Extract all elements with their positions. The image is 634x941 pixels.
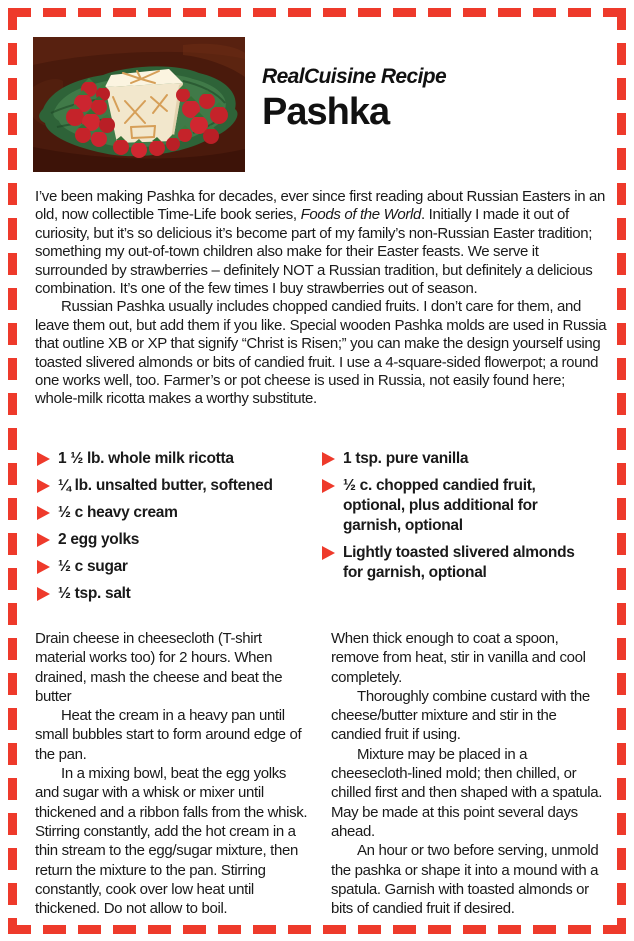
book-title-italic: Foods of the World — [300, 206, 422, 224]
ingredients-section — [35, 449, 610, 611]
ingredient-item — [320, 449, 610, 469]
brand-line: RealCuisine Recipe — [262, 65, 447, 88]
header — [262, 64, 446, 133]
recipe-photo — [33, 37, 245, 172]
instruction-paragraph: An hour or two before serving, unmold the pashka or shape it into a mound with a spatula. Garnish with toasted almonds or bits of candied fruit if desired. — [331, 842, 599, 918]
ingredient-text: 1 ½ lb. whole milk ricotta — [58, 450, 234, 467]
dashed-border-bottom — [8, 925, 626, 934]
ingredient-text: ½ tsp. salt — [58, 585, 131, 602]
triangle-bullet-icon — [37, 479, 50, 493]
ingredient-item — [35, 503, 320, 523]
ingredient-text: ½ c. chopped candied fruit, optional, plus additional for garnish, optional — [343, 477, 538, 534]
page-title: Pashka — [262, 91, 390, 133]
ingredient-text: ½ c heavy cream — [58, 504, 178, 521]
intro-p1-text-after: . Initially I made it out of curiosity, but it’s so delicious it’s become part of my family’s non-Russian Easter tradition; something my out-of-town children also make for their Easter feasts. We serve it surrounded by strawberries – definitely NOT a Russian tradition, but definitely a delicious combination. It’s one of the few times I buy strawberries out of season. — [35, 206, 593, 298]
instruction-paragraph: Heat the cream in a heavy pan until small bubbles start to form around edge of the pan. — [35, 707, 302, 763]
instruction-paragraph: Mixture may be placed in a cheesecloth-lined mold; then chilled, or chilled first and then shaped with a spatula. May be made at this point several days ahead. — [331, 745, 603, 840]
intro-paragraph-1 — [35, 188, 607, 298]
instruction-paragraph: When thick enough to coat a spoon, remove from heat, stir in vanilla and cool completely. — [331, 630, 586, 686]
ingredient-text: ¼ lb. unsalted butter, softened — [58, 477, 273, 494]
ingredient-text: 2 egg yolks — [58, 531, 140, 548]
triangle-bullet-icon — [322, 452, 335, 466]
ingredient-text: 1 tsp. pure vanilla — [343, 450, 469, 467]
triangle-bullet-icon — [322, 479, 335, 493]
dashed-border-left — [8, 8, 17, 934]
ingredient-item — [35, 557, 320, 577]
triangle-bullet-icon — [37, 533, 50, 547]
instruction-paragraph: In a mixing bowl, beat the egg yolks and sugar with a whisk or mixer until thickened and a ribbon falls from the whisk. Stirring constantly, add the hot cream in a thin stream to the egg/sugar mixture, then return the mixture to the pan. Stirring constantly, cook over low heat until thickened. Do not allow to boil. — [35, 765, 308, 918]
triangle-bullet-icon — [322, 546, 335, 560]
ingredients-right-column — [320, 449, 610, 611]
instructions-section — [35, 629, 607, 918]
ingredient-text: Lightly toasted slivered almonds for garnish, optional — [343, 544, 575, 581]
intro-p1-text: I’ve been making Pashka for decades, ever since first reading about Russian Easters in an old, now collectible Time-Life book series, — [35, 188, 606, 224]
instructions-right-column — [331, 629, 607, 918]
ingredient-text: ½ c sugar — [58, 558, 128, 575]
intro-paragraph-2: Russian Pashka usually includes chopped candied fruits. I don’t care for them, and leave them out, but add them if you like. Special wooden Pashka molds are used in Russia that outline XB or XP that signify “Christ is Risen;” you can make the design yourself using toasted slivered almonds or bits of candied fruit. I use a 4-square-sided flowerpot; a round one works well, too. Farmer’s or pot cheese is used in Russia, not easily found here; whole-milk ricotta makes a worthy substitute. — [35, 298, 607, 408]
pashka-photo-illustration — [33, 37, 245, 172]
ingredient-item — [35, 584, 320, 604]
triangle-bullet-icon — [37, 506, 50, 520]
dashed-border-top — [8, 8, 626, 17]
instruction-paragraph: Drain cheese in cheesecloth (T-shirt material works too) for 2 hours. When drained, mash the cheese and beat the butter — [35, 630, 283, 705]
ingredient-item — [35, 530, 320, 550]
ingredients-left-column — [35, 449, 320, 611]
ingredient-item — [35, 476, 320, 496]
ingredient-item — [35, 449, 320, 469]
triangle-bullet-icon — [37, 452, 50, 466]
ingredient-item — [320, 543, 610, 583]
instructions-left-column — [35, 629, 311, 918]
dashed-border-right — [617, 8, 626, 934]
triangle-bullet-icon — [37, 587, 50, 601]
triangle-bullet-icon — [37, 560, 50, 574]
ingredient-item — [320, 476, 610, 536]
instruction-paragraph: Thoroughly combine custard with the cheese/butter mixture and stir in the candied fruit if using. — [331, 687, 590, 744]
intro-section — [35, 188, 607, 409]
